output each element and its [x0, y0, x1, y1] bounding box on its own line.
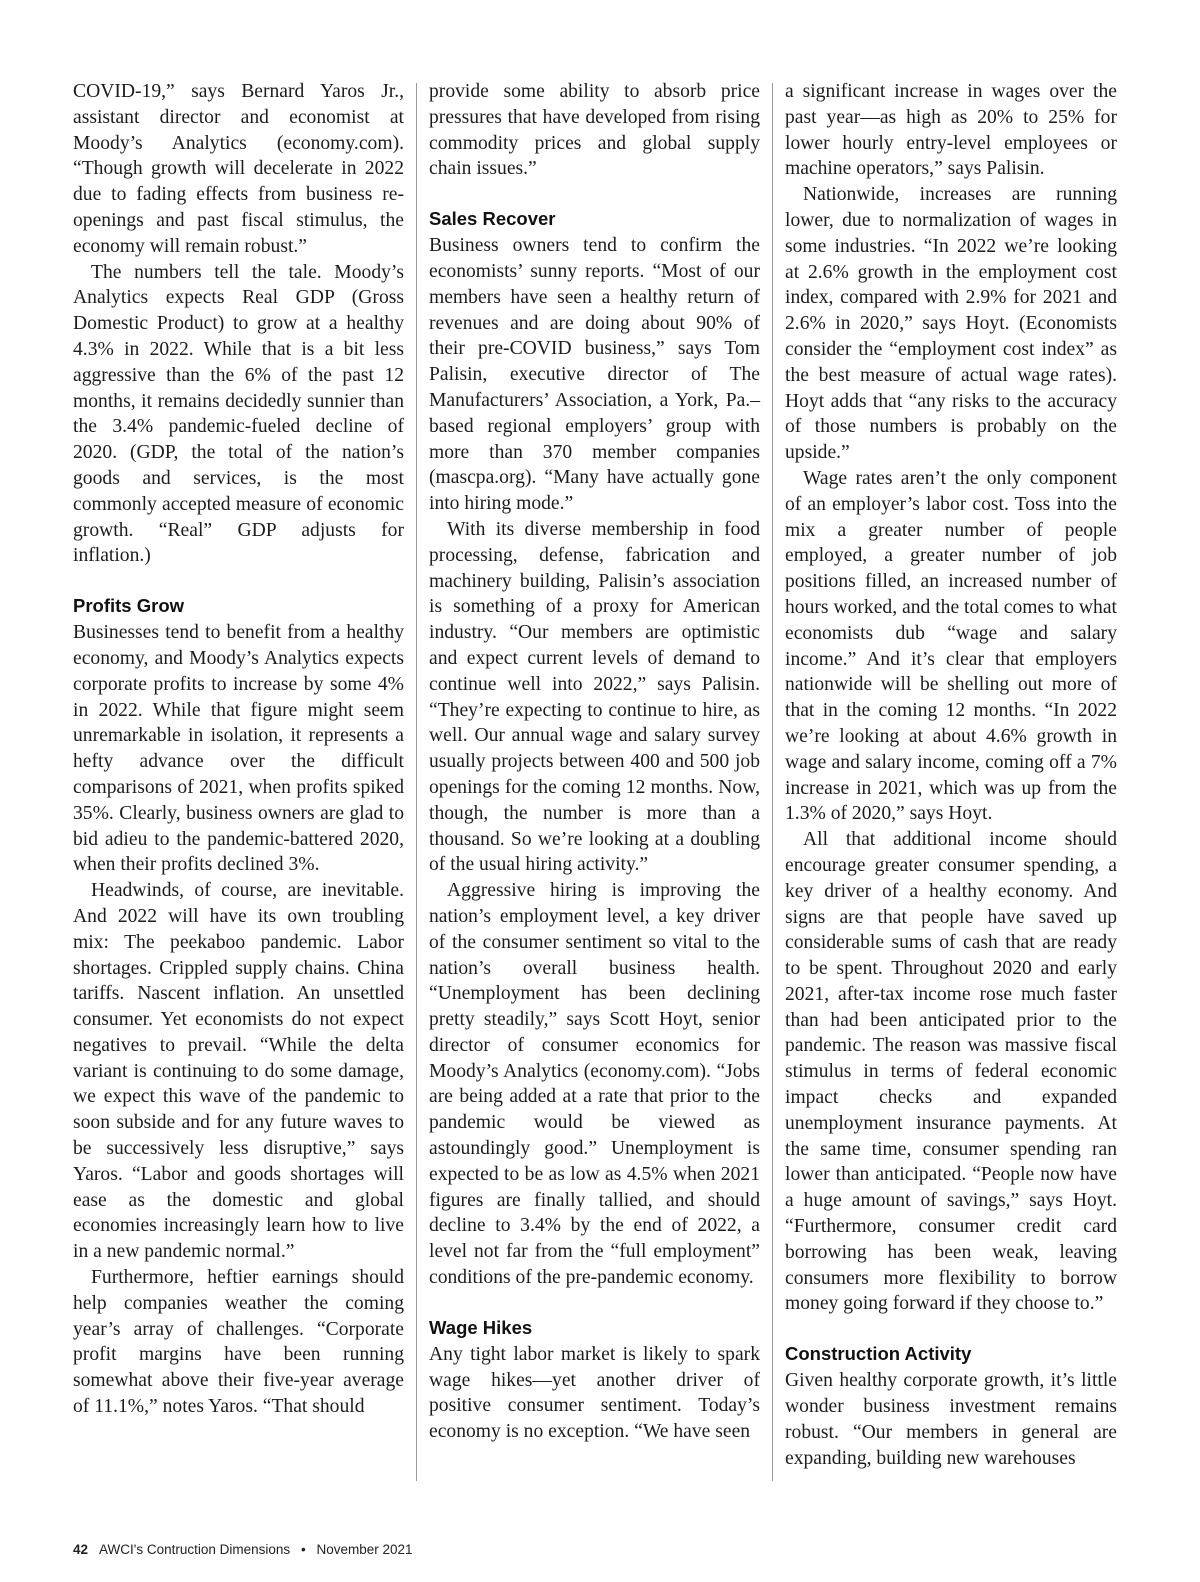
- paragraph: Nationwide, increases are running lower, due to normalization of wages in some industries. “In 2022 we’re looking at 2.6% growth in the employment cost index, compared with 2.9% for 2021 and 2.6% in 2020,” says Hoyt. (Economists consider the “employment cost index” as the best measure of actual wage rates). Hoyt adds that “any risks to the accuracy of those numbers is probably on the upside.”: [785, 184, 1117, 464]
- paragraph: All that additional income should encourage greater consumer spending, a key driver of a healthy economy. And signs are that people have saved up considerable sums of cash that are ready to be spent. Throughout 2020 and early 2021, after-tax income rose much faster than had been anticipated prior to the pandemic. The reason was massive fiscal stimulus in terms of federal economic impact checks and expanded unemployment insurance payments. At the same time, consumer spending ran lower than anticipated. “People now have a huge amount of savings,” says Hoyt. “Furthermore, consumer credit card borrowing has been weak, leaving consumers more flexibility to borrow money going forward if they choose to.”: [785, 829, 1117, 1315]
- page-number: 42: [73, 1542, 89, 1557]
- paragraph: Businesses tend to benefit from a healthy economy, and Moody’s Analytics expects corporate profits to increase by some 4% in 2022. While that figure might seem unremarkable in isolation, it represents a hefty advance over the difficult comparisons of 2021, when profits spiked 35%. Clearly, business owners are glad to bid adieu to the pandemic-battered 2020, when their profits declined 3%.: [73, 622, 404, 876]
- paragraph: provide some ability to absorb price pressures that have developed from rising commodity prices and global supply chain issues.”: [429, 81, 760, 180]
- paragraph: Business owners tend to confirm the economists’ sunny reports. “Most of our members have seen a healthy return of revenues and are doing about 90% of their pre-COVID business,” says Tom Palisin, executive director of The Manufacturers’ Association, a York, Pa.–based regional employers’ group with more than 370 member companies (mascpa.org). “Many have actually gone into hiring mode.”: [429, 235, 760, 515]
- paragraph: Aggressive hiring is improving the nation’s employment level, a key driver of the consumer sentiment so vital to the nation’s overall business health. “Unemployment has been declining pretty steadily,” says Scott Hoyt, senior director of consumer economics for Moody’s Analytics (economy.com). “Jobs are being added at a rate that prior to the pandemic would be viewed as astoundingly good.” Unemployment is expected to be as low as 4.5% when 2021 figures are finally tallied, and should decline to 3.4% by the end of 2022, a level not far from the “full employment” conditions of the pre-pandemic economy.: [429, 880, 760, 1289]
- section-heading-construction-activity: Construction Activity: [785, 1343, 972, 1365]
- paragraph: Any tight labor market is likely to spark wage hikes—yet another driver of positive consumer sentiment. Today’s economy is no exception. “We have seen: [429, 1343, 760, 1443]
- section-heading-sales-recover: Sales Recover: [429, 208, 556, 230]
- paragraph: a significant increase in wages over the past year—as high as 20% to 25% for lower hourly entry-level employees or machine operators,” says Palisin.: [785, 81, 1117, 180]
- footer-separator: •: [300, 1542, 306, 1557]
- paragraph: Given healthy corporate growth, it’s little wonder business investment remains robust. “Our members in general are expanding, building new warehouses: [785, 1370, 1117, 1469]
- paragraph: With its diverse membership in food processing, defense, fabrication and machinery building, Palisin’s association is something of a proxy for American industry. “Our members are optimistic and expect current levels of demand to continue well into 2022,” says Palisin. “They’re expecting to continue to hire, as well. Our annual wage and salary survey usually projects between 400 and 500 job openings for the coming 12 months. Now, though, the number is more than a thousand. So we’re looking at a doubling of the usual hiring activity.”: [429, 518, 760, 876]
- page-footer: [73, 1542, 413, 1557]
- section-heading-wage-hikes: Wage Hikes: [429, 1316, 533, 1338]
- column-divider: [772, 83, 773, 1481]
- paragraph: The numbers tell the tale. Moody’s Analytics expects Real GDP (Gross Domestic Product) to grow at a healthy 4.3% in 2022. While that is a bit less aggressive than the 6% of the past 12 months, it remains decidedly sunnier than the 3.4% pandemic-fueled decline of 2020. (GDP, the total of the nation’s goods and services, is the most commonly accepted measure of economic growth. “Real” GDP adjusts for inflation.): [73, 261, 404, 567]
- issue-date: November 2021: [316, 1542, 413, 1557]
- article-column-2: [429, 79, 760, 1445]
- article-column-3: [785, 79, 1117, 1471]
- section-heading-profits-grow: Profits Grow: [73, 595, 185, 617]
- article-column-1: [73, 79, 404, 1420]
- paragraph: Headwinds, of course, are inevitable. And 2022 will have its own troubling mix: The peekaboo pandemic. Labor shortages. Crippled supply chains. China tariffs. Nascent inflation. An unsettled consumer. Yet economists do not expect negatives to prevail. “While the delta variant is continuing to do some damage, we expect this wave of the pandemic to soon subside and for any future waves to be successively less disruptive,” says Yaros. “Labor and goods shortages will ease as the domestic and global economies increasingly learn how to live in a new pandemic normal.”: [73, 880, 404, 1263]
- paragraph: Wage rates aren’t the only component of an employer’s labor cost. Toss into the mix a greater number of people employed, a greater number of job positions filled, an increased number of hours worked, and the total comes to what economists dub “wage and salary income.” And it’s clear that employers nationwide will be shelling out more of that in the coming 12 months. “In 2022 we’re looking at about 4.6% growth in wage and salary income, coming off a 7% increase in 2021, which was up from the 1.3% of 2020,” says Hoyt.: [785, 467, 1117, 825]
- paragraph: COVID-19,” says Bernard Yaros Jr., assistant director and economist at Moody’s Analytics (economy.com). “Though growth will decelerate in 2022 due to fading effects from business re-openings and past fiscal stimulus, the economy will remain robust.”: [73, 81, 404, 257]
- column-divider: [416, 83, 417, 1481]
- publication-name: AWCI's Contruction Dimensions: [99, 1542, 291, 1557]
- paragraph: Furthermore, heftier earnings should help companies weather the coming year’s array of challenges. “Corporate profit margins have been running somewhat above their five-year average of 11.1%,” notes Yaros. “That should: [73, 1267, 404, 1418]
